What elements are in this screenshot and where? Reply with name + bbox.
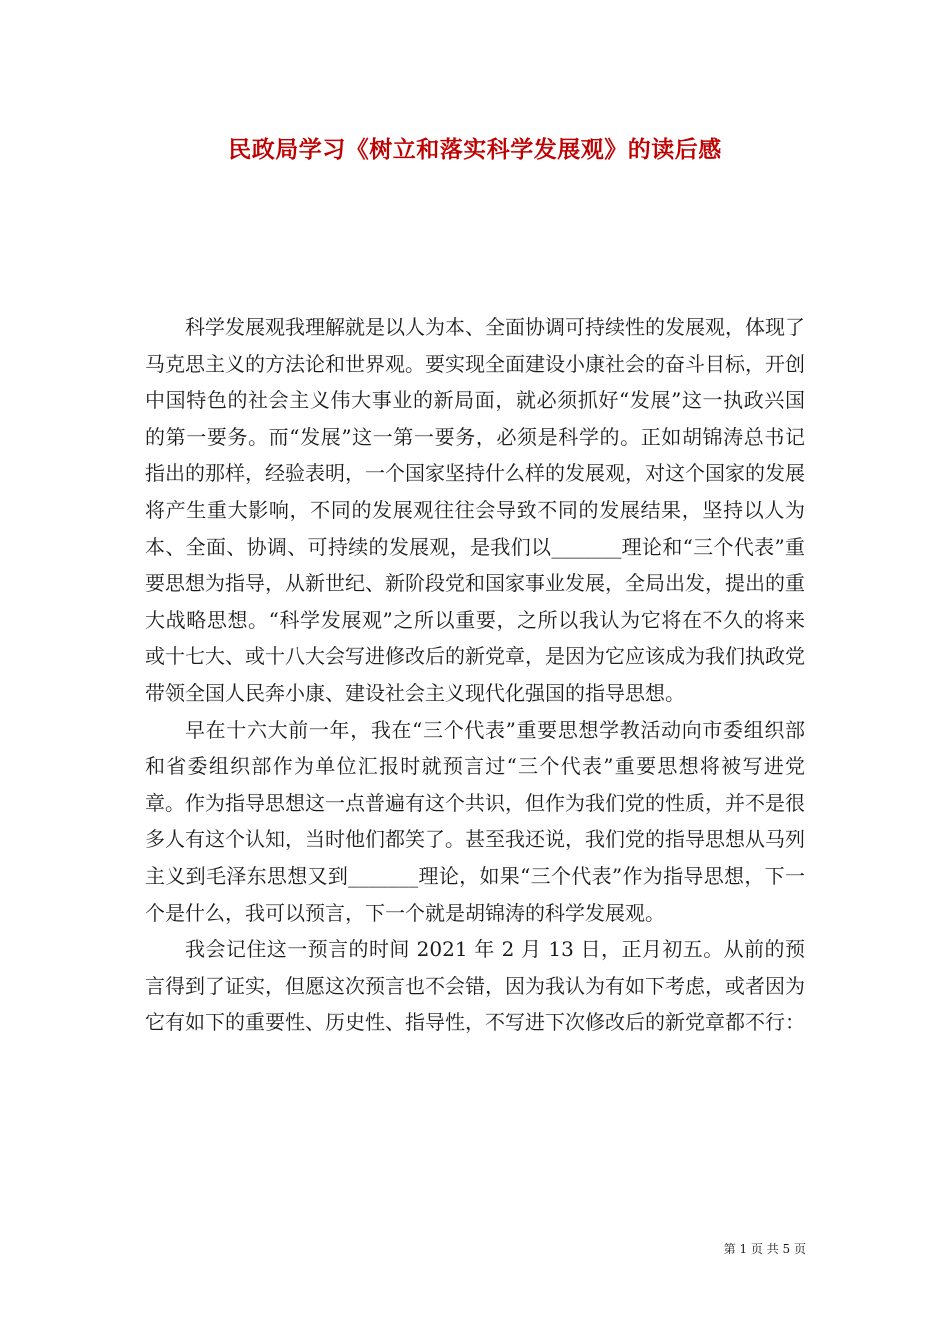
paragraph-1: 科学发展观我理解就是以人为本、全面协调可持续性的发展观，体现了马克思主义的方法论和世界观。要实现全面建设小康社会的奋斗目标，开创中国特色的社会主义伟大事业的新局面，就必须抓好“发展”这一执政兴国的第一要务。而“发展”这一第一要务，必须是科学的。正如胡锦涛总书记指出的那样，经验表明，一个国家坚持什么样的发展观，对这个国家的发展将产生重大影响，不同的发展观往往会导致不同的发展结果，坚持以人为本、全面、协调、可持续的发展观，是我们以_______理论和“三个代表”重要思想为指导，从新世纪、新阶段党和国家事业发展，全局出发，提出的重大战略思想。“科学发展观”之所以重要，之所以我认为它将在不久的将来或十七大、或十八大会写进修改后的新党章，是因为它应该成为我们执政党带领全国人民奔小康、建设社会主义现代化强国的指导思想。 xyxy=(145,315,805,705)
page-number-footer: 第 1 页 共 5 页 xyxy=(723,1242,806,1256)
paragraph-2: 早在十六大前一年，我在“三个代表”重要思想学教活动向市委组织部和省委组织部作为单位汇报时就预言过“三个代表”重要思想将被写进党章。作为指导思想这一点普遍有这个共识，但作为我们党的性质，并不是很多人有这个认知，当时他们都笑了。甚至我还说，我们党的指导思想从马列主义到毛泽东思想又到_______理论，如果“三个代表”作为指导思想，下一个是什么，我可以预言，下一个就是胡锦涛的科学发展观。 xyxy=(145,717,805,925)
document-body xyxy=(145,309,805,1041)
document-title: 民政局学习《树立和落实科学发展观》的读后感 xyxy=(228,136,722,163)
paragraph-3: 我会记住这一预言的时间 2021 年 2 月 13 日，正月初五。从前的预言得到了证实，但愿这次预言也不会错，因为我认为有如下考虑，或者因为它有如下的重要性、历史性、指导性，不写进下次修改后的新党章都不行： xyxy=(145,937,805,1035)
